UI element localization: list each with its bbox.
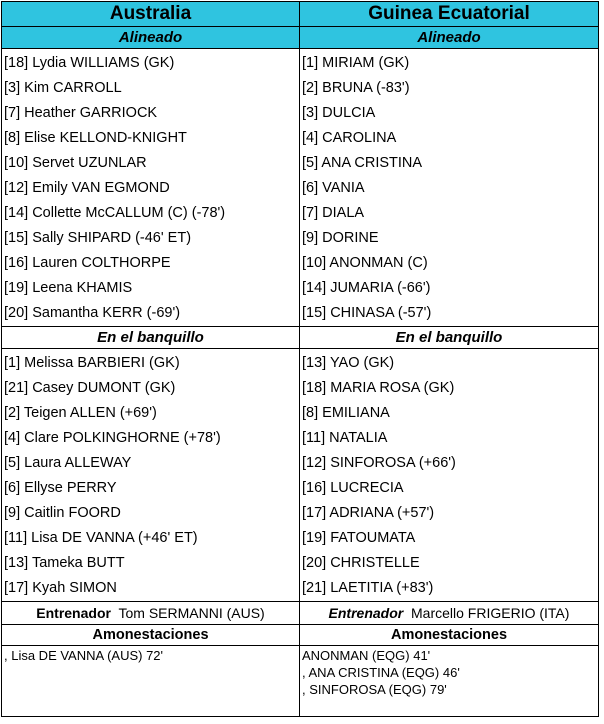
home-team-name: Australia (2, 2, 300, 27)
away-starting-heading: Alineado (300, 27, 599, 49)
away-team-name: Guinea Ecuatorial (300, 2, 599, 27)
player-entry: [18] Lydia WILLIAMS (GK) (4, 55, 175, 71)
caution-entry: , Lisa DE VANNA (AUS) 72' (4, 648, 164, 663)
caution-entry: ANONMAN (EQG) 41' (302, 648, 431, 663)
coach-row (2, 602, 599, 625)
player-entry: [9] Caitlin FOORD (4, 505, 121, 521)
player-entry: [20] CHRISTELLE (302, 555, 420, 571)
away-cautions-list (300, 646, 599, 717)
home-cautions-heading: Amonestaciones (2, 625, 300, 646)
player-entry: [4] CAROLINA (302, 130, 397, 146)
player-entry: [11] NATALIA (302, 430, 388, 446)
player-entry: [21] LAETITIA (+83') (302, 580, 434, 596)
cautions-header-row (2, 625, 599, 646)
player-entry: [16] Lauren COLTHORPE (4, 255, 171, 271)
player-entry: [2] Teigen ALLEN (+69') (4, 405, 157, 421)
caution-entry: , ANA CRISTINA (EQG) 46' (302, 665, 460, 680)
player-entry: [8] EMILIANA (302, 405, 390, 421)
lineup-table (1, 1, 599, 717)
bench-header-row (2, 327, 599, 349)
player-entry: [14] JUMARIA (-66') (302, 280, 431, 296)
away-coach-cell (300, 602, 599, 625)
player-entry: [15] CHINASA (-57') (302, 305, 432, 321)
player-entry: [1] Melissa BARBIERI (GK) (4, 355, 180, 371)
player-entry: [5] Laura ALLEWAY (4, 455, 132, 471)
player-entry: [7] Heather GARRIOCK (4, 105, 158, 121)
player-entry: [6] Ellyse PERRY (4, 480, 117, 496)
home-bench-heading: En el banquillo (2, 327, 300, 349)
away-starting-list (300, 49, 599, 327)
player-entry: [1] MIRIAM (GK) (302, 55, 410, 71)
caution-entry: , SINFOROSA (EQG) 79' (302, 682, 447, 697)
player-entry: [12] SINFOROSA (+66') (302, 455, 456, 471)
home-coach-label: Entrenador (36, 605, 111, 621)
player-entry: [9] DORINE (302, 230, 379, 246)
starting-header-row (2, 27, 599, 49)
player-entry: [6] VANIA (302, 180, 365, 196)
home-coach-cell (2, 602, 300, 625)
player-entry: [14] Collette McCALLUM (C) (-78') (4, 205, 226, 221)
player-entry: [7] DIALA (302, 205, 365, 221)
player-entry: [13] YAO (GK) (302, 355, 395, 371)
away-bench-list (300, 349, 599, 602)
player-entry: [13] Tameka BUTT (4, 555, 125, 571)
home-cautions-list (2, 646, 300, 717)
player-entry: [10] ANONMAN (C) (302, 255, 428, 271)
player-entry: [3] Kim CARROLL (4, 80, 122, 96)
player-entry: [19] FATOUMATA (302, 530, 416, 546)
away-cautions-heading: Amonestaciones (300, 625, 599, 646)
player-entry: [2] BRUNA (-83') (302, 80, 410, 96)
away-bench-heading: En el banquillo (300, 327, 599, 349)
player-entry: [11] Lisa DE VANNA (+46' ET) (4, 530, 198, 546)
team-header-row (2, 2, 599, 27)
player-entry: [18] MARIA ROSA (GK) (302, 380, 455, 396)
player-entry: [17] Kyah SIMON (4, 580, 117, 596)
away-coach-name: Marcello FRIGERIO (ITA) (411, 605, 570, 621)
player-entry: [3] DULCIA (302, 105, 376, 121)
home-coach-name: Tom SERMANNI (AUS) (118, 605, 265, 621)
home-starting-list (2, 49, 300, 327)
player-entry: [4] Clare POLKINGHORNE (+78') (4, 430, 221, 446)
player-entry: [15] Sally SHIPARD (-46' ET) (4, 230, 192, 246)
away-coach-label: Entrenador (328, 605, 404, 621)
cautions-row (2, 646, 599, 717)
home-starting-heading: Alineado (2, 27, 300, 49)
player-entry: [8] Elise KELLOND-KNIGHT (4, 130, 187, 146)
player-entry: [19] Leena KHAMIS (4, 280, 133, 296)
player-entry: [21] Casey DUMONT (GK) (4, 380, 176, 396)
player-entry: [16] LUCRECIA (302, 480, 404, 496)
player-entry: [20] Samantha KERR (-69') (4, 305, 181, 321)
player-entry: [10] Servet UZUNLAR (4, 155, 147, 171)
player-entry: [17] ADRIANA (+57') (302, 505, 435, 521)
starting-lineup-row (2, 49, 599, 327)
player-entry: [5] ANA CRISTINA (302, 155, 423, 171)
home-bench-list (2, 349, 300, 602)
player-entry: [12] Emily VAN EGMOND (4, 180, 170, 196)
bench-row (2, 349, 599, 602)
